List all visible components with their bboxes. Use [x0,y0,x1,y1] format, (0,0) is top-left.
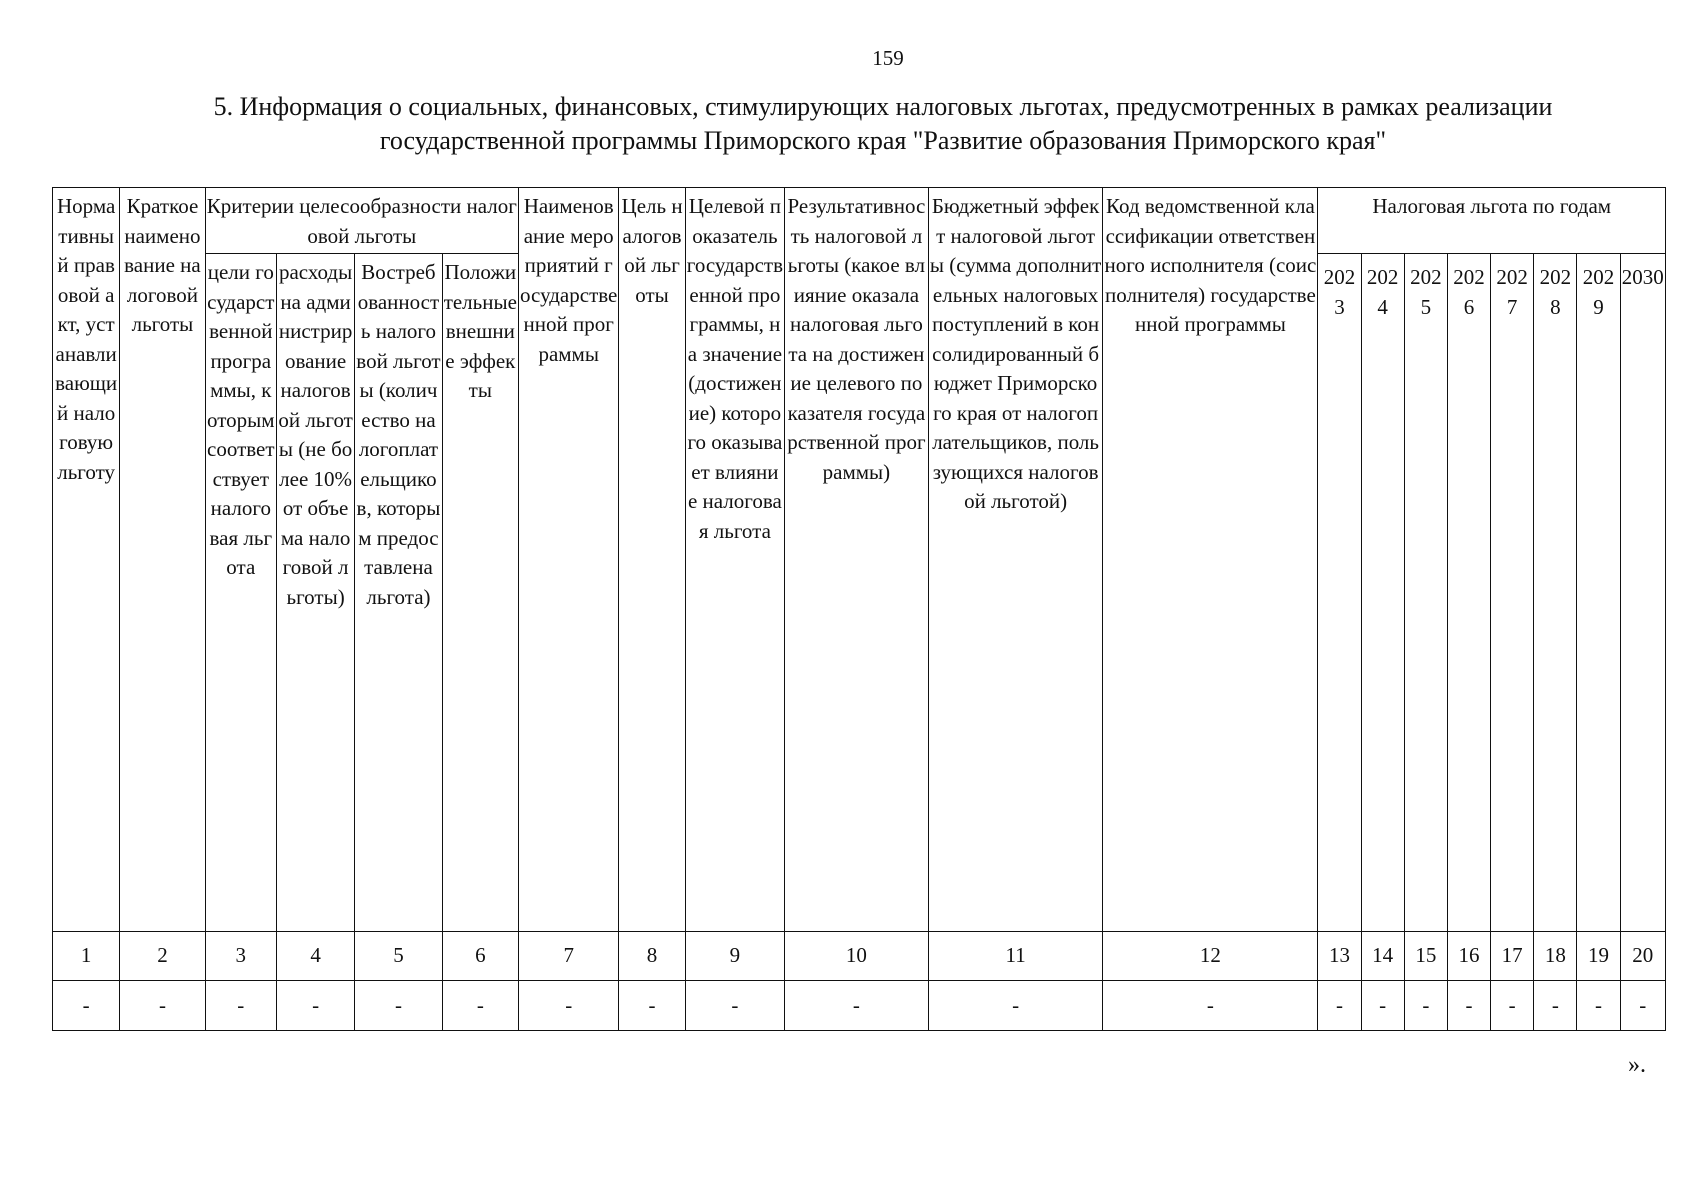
table-cell: - [276,981,354,1031]
column-number: 5 [355,932,442,981]
table-cell: - [928,981,1103,1031]
column-numbers-row [53,932,1666,981]
table-cell: - [355,981,442,1031]
column-number: 3 [205,932,276,981]
column-number: 20 [1620,932,1665,981]
table-cell: - [1318,981,1361,1031]
header-row [53,188,1666,254]
column-number: 2 [120,932,205,981]
table-cell: - [619,981,685,1031]
header-year: 2028 [1534,254,1577,932]
header-year: 2024 [1361,254,1404,932]
table-cell: - [1447,981,1490,1031]
tax-benefits-table [52,187,1666,1031]
column-number: 9 [685,932,784,981]
header-demand: Востребованность налоговой льготы (количество налогоплательщиков, которым предоставлена льгота) [355,254,442,932]
column-number: 18 [1534,932,1577,981]
header-program-activities: Наименование мероприятий государственной программы [518,188,618,932]
header-effectiveness: Результативность налоговой льготы (какое влияние оказала налоговая льгота на достижение целевого показателя государственной программы) [785,188,929,932]
column-number: 11 [928,932,1103,981]
header-budget-effect: Бюджетный эффект налоговой льготы (сумма дополнительных налоговых поступлений в консолидированный бюджет Приморского края от налогоплательщиков, пользующихся налоговой льготой) [928,188,1103,932]
table-cell: - [1491,981,1534,1031]
header-years-group: Налоговая льгота по годам [1318,188,1666,254]
header-department-code: Код ведомственной классификации ответственного исполнителя (соисполнителя) государственной программы [1103,188,1318,932]
table-cell: - [1404,981,1447,1031]
column-number: 17 [1491,932,1534,981]
closing-quote-mark: ». [1628,1052,1646,1078]
header-benefit-name: Краткое наименование налоговой льготы [120,188,205,932]
column-number: 7 [518,932,618,981]
column-number: 8 [619,932,685,981]
column-number: 12 [1103,932,1318,981]
header-benefit-goal: Цель налоговой льготы [619,188,685,932]
column-number: 14 [1361,932,1404,981]
table-cell: - [785,981,929,1031]
table-cell: - [442,981,518,1031]
header-external-effects: Положительные внешние эффекты [442,254,518,932]
header-criteria-group: Критерии целесообразности налоговой льготы [205,188,518,254]
table-cell: - [120,981,205,1031]
table-cell: - [205,981,276,1031]
header-year: 2030 [1620,254,1665,932]
table-cell: - [1577,981,1620,1031]
table-cell: - [1361,981,1404,1031]
header-year: 2025 [1404,254,1447,932]
header-target-indicator: Целевой показатель государственной программы, на значение (достижение) которого оказывает влияние налоговая льгота [685,188,784,932]
table-cell: - [53,981,120,1031]
table-cell: - [1103,981,1318,1031]
header-year: 2026 [1447,254,1490,932]
header-normative-act: Нормативный правовой акт, устанавливающий налоговую льготу [53,188,120,932]
column-number: 15 [1404,932,1447,981]
column-number: 13 [1318,932,1361,981]
column-number: 1 [53,932,120,981]
page-number: 159 [872,46,904,70]
header-year: 2027 [1491,254,1534,932]
section-title: 5. Информация о социальных, финансовых, стимулирующих налоговых льготах, предусмотренных в рамках реализации государственной программы Приморского края "Развитие образования Приморского края" [213,92,1553,155]
header-program-goals: цели государственной программы, которым соответствует налоговая льгота [205,254,276,932]
column-number: 19 [1577,932,1620,981]
header-admin-costs: расходы на администрирование налоговой льготы (не более 10% от объема налоговой льготы) [276,254,354,932]
column-number: 4 [276,932,354,981]
column-number: 6 [442,932,518,981]
header-year: 2029 [1577,254,1620,932]
header-year: 2023 [1318,254,1361,932]
column-number: 10 [785,932,929,981]
table-cell: - [685,981,784,1031]
table-cell: - [1534,981,1577,1031]
table-cell: - [518,981,618,1031]
column-number: 16 [1447,932,1490,981]
table-row [53,981,1666,1031]
table-cell: - [1620,981,1665,1031]
